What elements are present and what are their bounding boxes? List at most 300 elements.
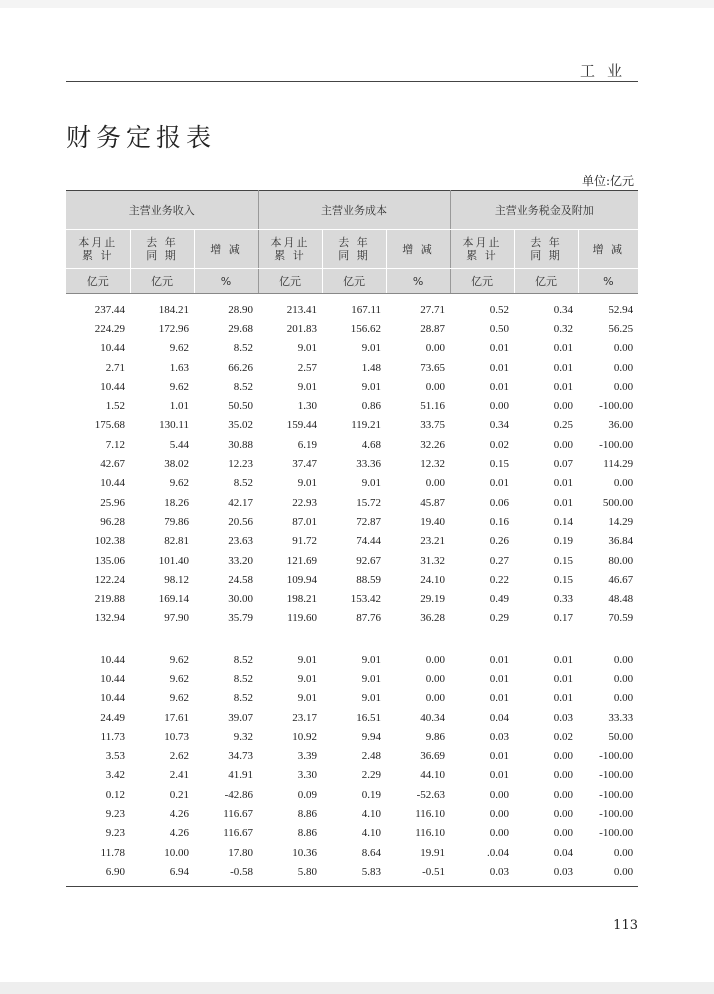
- table-cell: 0.01: [553, 692, 574, 705]
- sub-header-cell: [130, 230, 194, 269]
- table-cell: 6.94: [169, 865, 189, 878]
- table-cell: 10.73: [164, 730, 189, 743]
- table-cell: 9.01: [297, 477, 318, 490]
- table-cell: 52.94: [608, 303, 634, 316]
- table-cell: 0.15: [553, 554, 574, 567]
- table-cell: 0.00: [613, 692, 634, 705]
- table-gap-row: [66, 628, 638, 650]
- page-title: 财务定报表: [66, 123, 217, 152]
- sub-header-line: 增 减: [402, 242, 434, 256]
- table-cell: 0.00: [553, 438, 574, 451]
- table-cell: 10.44: [100, 672, 125, 685]
- table-cell: 9.62: [169, 692, 189, 705]
- table-cell: 0.17: [553, 612, 574, 625]
- sub-header-line: 去 年: [530, 236, 562, 249]
- table-row: [66, 708, 638, 727]
- table-cell: 36.84: [608, 535, 634, 548]
- table-cell: 0.19: [553, 535, 574, 548]
- table-cell: 9.62: [169, 477, 189, 490]
- table-cell: 17.61: [164, 711, 189, 724]
- table-cell: 36.00: [608, 419, 634, 432]
- table-cell: 2.41: [169, 769, 189, 782]
- sub-header-line: 同 期: [146, 249, 178, 262]
- table-cell: 9.23: [105, 808, 125, 821]
- table-row: [66, 650, 638, 669]
- table-bottom-rule: [66, 886, 638, 887]
- table-cell: 5.80: [297, 865, 318, 878]
- table-cell: -100.00: [599, 438, 634, 451]
- table-cell: 45.87: [420, 496, 446, 509]
- table-cell: 31.32: [420, 554, 446, 567]
- table-cell: 0.14: [553, 515, 574, 528]
- table-cell: 0.01: [553, 672, 574, 685]
- table-cell: 12.23: [228, 458, 254, 471]
- table-cell: 0.29: [489, 612, 510, 625]
- table-cell: 0.01: [489, 342, 510, 355]
- sub-header-line: 增 减: [210, 242, 242, 256]
- table-cell: 0.00: [553, 827, 574, 840]
- table-cell: 34.73: [228, 750, 254, 763]
- table-cell: 0.00: [613, 477, 634, 490]
- table-cell: 109.94: [286, 573, 318, 586]
- sub-header-line: 累 计: [82, 249, 114, 262]
- table-row: [66, 727, 638, 746]
- table-cell: 2.48: [361, 750, 382, 763]
- table-cell: 9.01: [361, 672, 382, 685]
- table-cell: 500.00: [602, 496, 634, 509]
- unit-header-cell: 亿元: [450, 269, 514, 294]
- table-body: [66, 294, 638, 882]
- sub-header-line: 去 年: [338, 236, 370, 249]
- scan-edge-bottom: [0, 982, 714, 994]
- table-cell: 28.90: [228, 303, 254, 316]
- table-cell: 2.71: [105, 361, 125, 374]
- table-cell: 0.00: [553, 808, 574, 821]
- page-number: 113: [613, 918, 638, 933]
- table-cell: 224.29: [94, 322, 125, 335]
- table-cell: 4.10: [361, 808, 382, 821]
- table-cell: 10.44: [100, 653, 125, 666]
- table-gap-cell: [66, 628, 638, 650]
- table-cell: 80.00: [608, 554, 634, 567]
- table-cell: 116.10: [415, 808, 446, 821]
- table-row: [66, 766, 638, 785]
- table-cell: 98.12: [164, 573, 189, 586]
- table-cell: 19.40: [420, 515, 446, 528]
- table-cell: 8.52: [233, 653, 254, 666]
- sub-header-row: [66, 230, 638, 269]
- table-cell: 50.00: [608, 730, 634, 743]
- table-row: [66, 319, 638, 338]
- table-cell: 0.00: [489, 808, 510, 821]
- table-cell: 156.62: [350, 322, 382, 335]
- table-cell: 0.00: [425, 380, 446, 393]
- table-cell: 33.33: [608, 711, 634, 724]
- table-cell: 184.21: [158, 303, 189, 316]
- table-cell: 3.39: [297, 750, 318, 763]
- group-header-tax: 主营业务税金及附加: [450, 191, 638, 230]
- table-cell: 0.00: [553, 750, 574, 763]
- table-cell: 30.88: [228, 438, 254, 451]
- sub-header-line: 本月止: [270, 236, 310, 249]
- table-cell: 114.29: [603, 458, 634, 471]
- table-cell: 46.67: [608, 573, 634, 586]
- table-cell: 116.10: [415, 827, 446, 840]
- table-cell: 66.26: [228, 361, 254, 374]
- table-cell: 0.15: [553, 573, 574, 586]
- table-cell: 56.25: [608, 322, 634, 335]
- table-cell: 23.21: [420, 535, 446, 548]
- unit-header-row: [66, 269, 638, 294]
- group-header-cost: 主营业务成本: [258, 191, 450, 230]
- table-cell: 16.51: [356, 711, 382, 724]
- table-cell: 70.59: [608, 612, 634, 625]
- table-cell: 73.65: [420, 361, 446, 374]
- table-cell: 0.01: [489, 653, 510, 666]
- table-cell: -100.00: [599, 808, 634, 821]
- table-cell: 79.86: [164, 515, 189, 528]
- table-cell: 0.01: [553, 477, 574, 490]
- table-cell: 6.19: [297, 438, 318, 451]
- table-cell: 132.94: [94, 612, 125, 625]
- table-cell: 9.01: [297, 342, 318, 355]
- table-cell: 0.00: [553, 788, 574, 801]
- table-cell: 0.22: [489, 573, 510, 586]
- table-cell: 0.03: [553, 865, 574, 878]
- table-cell: 9.62: [169, 342, 189, 355]
- table-cell: 8.52: [233, 380, 254, 393]
- table-cell: 1.52: [105, 400, 125, 413]
- table-cell: 198.21: [286, 593, 318, 606]
- table-cell: 96.28: [100, 515, 125, 528]
- table-row: [66, 512, 638, 531]
- table-cell: 8.64: [361, 846, 382, 859]
- table-cell: 0.33: [553, 593, 574, 606]
- sub-header-cell: [578, 230, 638, 269]
- table-cell: 0.09: [297, 788, 318, 801]
- table-cell: 1.01: [169, 400, 189, 413]
- table-cell: 24.49: [100, 711, 125, 724]
- unit-header-cell: 亿元: [258, 269, 322, 294]
- table-cell: 1.63: [169, 361, 189, 374]
- table-cell: 0.15: [489, 458, 510, 471]
- table-cell: 36.69: [420, 750, 446, 763]
- table-cell: 30.00: [228, 593, 254, 606]
- table-cell: 0.26: [489, 535, 510, 548]
- table-cell: 37.47: [292, 458, 318, 471]
- unit-header-cell: 亿元: [66, 269, 130, 294]
- table-cell: 24.10: [420, 573, 446, 586]
- table-cell: 29.68: [228, 322, 254, 335]
- table-cell: 0.00: [613, 672, 634, 685]
- table-cell: 0.32: [553, 322, 574, 335]
- table-cell: 9.62: [169, 380, 189, 393]
- table-cell: 41.91: [228, 769, 254, 782]
- table-row: [66, 396, 638, 415]
- table-row: [66, 804, 638, 823]
- table-cell: 8.52: [233, 692, 254, 705]
- table-cell: 33.75: [420, 419, 446, 432]
- table-row: [66, 862, 638, 881]
- table-cell: 17.80: [228, 846, 254, 859]
- table-cell: 9.01: [297, 672, 318, 685]
- table-cell: 33.20: [228, 554, 254, 567]
- table-cell: 0.01: [553, 342, 574, 355]
- table-cell: 10.92: [292, 730, 318, 743]
- table-cell: 8.52: [233, 342, 254, 355]
- sub-header-cell: [386, 230, 450, 269]
- section-label: 工业: [579, 62, 634, 80]
- group-header-row: [66, 191, 638, 230]
- table-cell: 0.02: [489, 438, 510, 451]
- table-cell: 4.26: [169, 808, 189, 821]
- unit-header-cell: %: [578, 269, 638, 294]
- table-cell: 0.01: [489, 380, 510, 393]
- unit-label: 单位:亿元: [581, 174, 634, 188]
- table-cell: 135.06: [94, 554, 125, 567]
- table-row: [66, 609, 638, 628]
- table-cell: 0.01: [553, 653, 574, 666]
- table-cell: 237.44: [94, 303, 125, 316]
- table-cell: 0.01: [489, 477, 510, 490]
- sub-header-line: 同 期: [338, 249, 370, 262]
- table-cell: 116.67: [223, 827, 254, 840]
- table-cell: 0.04: [553, 846, 574, 859]
- table-cell: 0.19: [361, 788, 382, 801]
- table-cell: 0.00: [425, 672, 446, 685]
- table-row: [66, 294, 638, 320]
- table-cell: 82.81: [164, 535, 189, 548]
- table-cell: 0.00: [425, 653, 446, 666]
- table-cell: 102.38: [94, 535, 125, 548]
- table-cell: 11.78: [100, 846, 125, 859]
- unit-header-cell: 亿元: [514, 269, 578, 294]
- table-cell: 219.88: [94, 593, 125, 606]
- table-cell: 11.73: [100, 730, 125, 743]
- table-cell: 8.86: [297, 808, 318, 821]
- table-cell: 5.44: [169, 438, 189, 451]
- table-row: [66, 551, 638, 570]
- table-cell: 0.01: [489, 361, 510, 374]
- unit-header-cell: 亿元: [322, 269, 386, 294]
- table-cell: 9.94: [361, 730, 382, 743]
- table-row: [66, 669, 638, 688]
- table-cell: 15.72: [356, 496, 382, 509]
- table-cell: 39.07: [228, 711, 254, 724]
- table-row: [66, 689, 638, 708]
- table-cell: 3.30: [297, 769, 318, 782]
- table-cell: 9.62: [169, 653, 189, 666]
- table-cell: 0.00: [613, 361, 634, 374]
- table-cell: -100.00: [599, 769, 634, 782]
- table-cell: 3.53: [105, 750, 125, 763]
- table-cell: 10.36: [292, 846, 318, 859]
- table-cell: 172.96: [158, 322, 189, 335]
- table-cell: 0.00: [425, 692, 446, 705]
- table-cell: 169.14: [158, 593, 189, 606]
- table-cell: 12.32: [420, 458, 446, 471]
- table-cell: 0.00: [553, 400, 574, 413]
- table-cell: 10.44: [100, 342, 125, 355]
- table-row: [66, 824, 638, 843]
- table-cell: 5.83: [361, 865, 382, 878]
- sub-header-line: 累 计: [274, 249, 306, 262]
- table-cell: 8.86: [297, 827, 318, 840]
- table-row: [66, 785, 638, 804]
- table-cell: 0.00: [613, 653, 634, 666]
- financial-table: [66, 190, 638, 882]
- table-row: [66, 416, 638, 435]
- table-cell: 50.50: [228, 400, 254, 413]
- table-cell: 23.17: [292, 711, 318, 724]
- table-row: [66, 589, 638, 608]
- table-cell: 19.91: [420, 846, 446, 859]
- table-cell: 9.01: [297, 380, 318, 393]
- table-cell: 4.68: [361, 438, 382, 451]
- table-cell: 175.68: [94, 419, 125, 432]
- sub-header-cell: [66, 230, 130, 269]
- sub-header-line: 同 期: [530, 249, 562, 262]
- sub-header-cell: [322, 230, 386, 269]
- table-row: [66, 843, 638, 862]
- table-cell: 116.67: [223, 808, 254, 821]
- table-cell: -42.86: [224, 788, 254, 801]
- table-cell: 87.76: [356, 612, 382, 625]
- table-cell: 24.58: [228, 573, 254, 586]
- table-cell: 9.01: [361, 692, 382, 705]
- table-cell: 201.83: [286, 322, 318, 335]
- table-cell: 88.59: [356, 573, 382, 586]
- table-cell: -52.63: [416, 788, 446, 801]
- table-cell: 0.50: [489, 322, 510, 335]
- sub-header-line: 累 计: [466, 249, 498, 262]
- table-cell: 6.90: [105, 865, 125, 878]
- table-cell: 38.02: [164, 458, 189, 471]
- table-cell: 167.11: [351, 303, 382, 316]
- table-row: [66, 570, 638, 589]
- table-cell: 0.01: [553, 496, 574, 509]
- table-cell: 10.00: [164, 846, 189, 859]
- table-cell: 0.00: [489, 827, 510, 840]
- table-cell: 2.57: [297, 361, 318, 374]
- table-cell: 0.03: [553, 711, 574, 724]
- table-cell: 51.16: [420, 400, 446, 413]
- table-row: [66, 474, 638, 493]
- table-cell: 0.52: [489, 303, 510, 316]
- table-cell: 0.01: [489, 692, 510, 705]
- table-cell: 119.60: [287, 612, 318, 625]
- table-cell: 23.63: [228, 535, 254, 548]
- table-cell: 44.10: [420, 769, 446, 782]
- table-cell: 48.48: [608, 593, 634, 606]
- table-cell: 9.01: [297, 692, 318, 705]
- table-cell: 0.00: [425, 342, 446, 355]
- table-cell: .0.04: [487, 846, 510, 859]
- table-cell: -100.00: [599, 750, 634, 763]
- table-cell: -0.58: [230, 865, 254, 878]
- scan-edge: [0, 0, 714, 8]
- table-cell: 0.00: [613, 846, 634, 859]
- table-cell: 0.00: [613, 380, 634, 393]
- table-cell: -100.00: [599, 788, 634, 801]
- table-cell: 97.90: [164, 612, 189, 625]
- table-row: [66, 339, 638, 358]
- table-cell: -100.00: [599, 827, 634, 840]
- table-cell: 0.00: [553, 769, 574, 782]
- table-cell: 0.01: [553, 380, 574, 393]
- sub-header-cell: [194, 230, 258, 269]
- table-cell: 130.11: [159, 419, 189, 432]
- table-cell: 42.17: [228, 496, 254, 509]
- sub-header-line: 去 年: [146, 236, 178, 249]
- sub-header-line: 本月止: [462, 236, 502, 249]
- table-cell: 35.79: [228, 612, 254, 625]
- table-cell: 9.01: [361, 477, 382, 490]
- table-cell: 25.96: [100, 496, 125, 509]
- table-cell: 27.71: [420, 303, 446, 316]
- table-cell: 9.62: [169, 672, 189, 685]
- table-cell: 0.12: [105, 788, 125, 801]
- financial-table-container: [66, 190, 638, 887]
- table-cell: 35.02: [228, 419, 254, 432]
- table-cell: 8.52: [233, 477, 254, 490]
- header-rule: [66, 81, 638, 82]
- sub-header-line: 本月止: [78, 236, 118, 249]
- table-cell: 0.25: [553, 419, 574, 432]
- table-row: [66, 377, 638, 396]
- table-cell: 9.01: [361, 380, 382, 393]
- table-cell: 3.42: [105, 769, 125, 782]
- table-cell: 0.16: [489, 515, 510, 528]
- sub-header-line: 增 减: [592, 242, 625, 256]
- table-cell: 72.87: [356, 515, 382, 528]
- table-cell: 9.01: [361, 342, 382, 355]
- table-cell: 0.21: [169, 788, 189, 801]
- table-row: [66, 747, 638, 766]
- table-cell: 0.07: [553, 458, 574, 471]
- table-cell: 1.30: [297, 400, 318, 413]
- table-cell: 0.01: [489, 750, 510, 763]
- table-cell: 22.93: [292, 496, 318, 509]
- table-row: [66, 454, 638, 473]
- table-cell: 2.29: [361, 769, 382, 782]
- table-cell: 33.36: [356, 458, 382, 471]
- table-cell: 87.01: [292, 515, 318, 528]
- table-cell: -100.00: [599, 400, 634, 413]
- table-cell: 101.40: [158, 554, 189, 567]
- table-cell: 92.67: [356, 554, 382, 567]
- table-cell: 0.34: [489, 419, 510, 432]
- table-cell: 0.03: [489, 865, 510, 878]
- table-cell: 9.32: [233, 730, 254, 743]
- sub-header-cell: [450, 230, 514, 269]
- table-cell: 4.26: [169, 827, 189, 840]
- table-cell: 2.62: [169, 750, 189, 763]
- table-cell: 10.44: [100, 477, 125, 490]
- table-row: [66, 358, 638, 377]
- table-cell: 0.03: [489, 730, 510, 743]
- table-row: [66, 435, 638, 454]
- table-row: [66, 493, 638, 512]
- unit-header-cell: %: [386, 269, 450, 294]
- table-cell: 0.00: [425, 477, 446, 490]
- table-row: [66, 532, 638, 551]
- table-cell: 122.24: [94, 573, 125, 586]
- table-cell: -0.51: [422, 865, 446, 878]
- table-cell: 0.01: [553, 361, 574, 374]
- group-header-revenue: 主营业务收入: [66, 191, 258, 230]
- table-cell: 0.49: [489, 593, 510, 606]
